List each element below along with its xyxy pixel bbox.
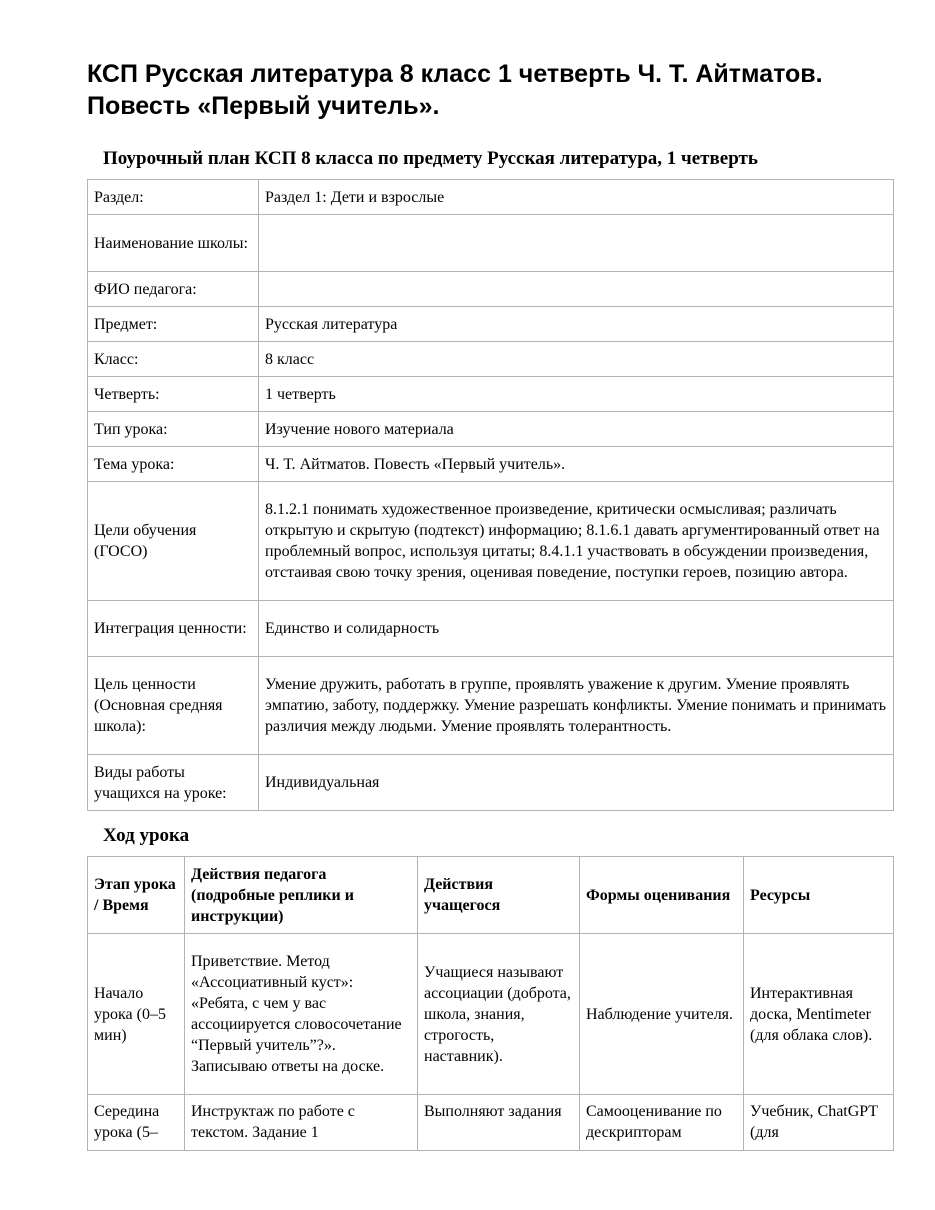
- teacher-actions-cell: Инструктаж по работе с текстом. Задание 1: [185, 1095, 418, 1151]
- info-value: 8.1.2.1 понимать художественное произведение, критически осмысливая; различать открытую и скрытую (подтекст) информацию; 8.1.6.1 давать аргументированный ответ на проблемный вопрос, используя цитаты; 8.4.1.1 участвовать в обсуждении произведения, отстаивая свою точку зрения, оценивая поведение, поступки героев, позицию автора.: [259, 482, 894, 601]
- student-actions-cell: Учащиеся называют ассоциации (доброта, школа, знания, строгость, наставник).: [418, 934, 580, 1095]
- lesson-flow-heading: Ход урока: [103, 825, 190, 846]
- info-row: [88, 342, 894, 377]
- info-label: Четверть:: [88, 377, 259, 412]
- info-value: Единство и солидарность: [259, 601, 894, 657]
- assessment-cell: Наблюдение учителя.: [580, 934, 744, 1095]
- info-row: [88, 601, 894, 657]
- column-header-teacher-actions: Действия педагога (подробные реплики и инструкции): [185, 857, 418, 934]
- info-row: [88, 307, 894, 342]
- student-actions-cell: Выполняют задания: [418, 1095, 580, 1151]
- info-value: Умение дружить, работать в группе, проявлять уважение к другим. Умение проявлять эмпатию, заботу, поддержку. Умение разрешать конфликты. Умение понимать и принимать различия между людьми. Умение проявлять толерантность.: [259, 657, 894, 755]
- assessment-cell: Самооценивание по дескрипторам: [580, 1095, 744, 1151]
- column-header-stage: Этап урока / Время: [88, 857, 185, 934]
- column-header-student-actions: Действия учащегося: [418, 857, 580, 934]
- info-value: 8 класс: [259, 342, 894, 377]
- info-row: [88, 180, 894, 215]
- plan-heading: Поурочный план КСП 8 класса по предмету Русская литература, 1 четверть: [103, 148, 758, 169]
- info-label: Цели обучения (ГОСО): [88, 482, 259, 601]
- info-value: Изучение нового материала: [259, 412, 894, 447]
- info-row: [88, 657, 894, 755]
- info-label: Предмет:: [88, 307, 259, 342]
- info-label: Наименование школы:: [88, 215, 259, 272]
- teacher-actions-cell: Приветствие. Метод «Ассоциативный куст»: «Ребята, с чем у вас ассоциируется словосочетание “Первый учитель”?». Записываю ответы на доске.: [185, 934, 418, 1095]
- info-value: [259, 272, 894, 307]
- document-title: КСП Русская литература 8 класс 1 четверть Ч. Т. Айтматов. Повесть «Первый учитель».: [87, 60, 823, 120]
- info-label: Тема урока:: [88, 447, 259, 482]
- table-row: [88, 934, 894, 1095]
- column-header-assessment: Формы оценивания: [580, 857, 744, 934]
- info-row: [88, 215, 894, 272]
- info-value: Ч. Т. Айтматов. Повесть «Первый учитель».: [259, 447, 894, 482]
- info-row: [88, 755, 894, 811]
- column-header-resources: Ресурсы: [744, 857, 894, 934]
- resources-cell: Учебник, ChatGPT (для: [744, 1095, 894, 1151]
- info-label: Виды работы учащихся на уроке:: [88, 755, 259, 811]
- info-value: 1 четверть: [259, 377, 894, 412]
- info-label: Класс:: [88, 342, 259, 377]
- info-row: [88, 447, 894, 482]
- info-label: Раздел:: [88, 180, 259, 215]
- stage-cell: Середина урока (5–: [88, 1095, 185, 1151]
- lesson-info-table: [87, 179, 894, 811]
- info-value: Русская литература: [259, 307, 894, 342]
- lesson-flow-table: [87, 856, 894, 1151]
- table-row: [88, 1095, 894, 1151]
- info-row: [88, 482, 894, 601]
- info-row: [88, 412, 894, 447]
- info-value: Раздел 1: Дети и взрослые: [259, 180, 894, 215]
- resources-cell: Интерактивная доска, Mentimeter (для облака слов).: [744, 934, 894, 1095]
- info-label: Тип урока:: [88, 412, 259, 447]
- info-row: [88, 377, 894, 412]
- info-label: Интеграция ценности:: [88, 601, 259, 657]
- stage-cell: Начало урока (0–5 мин): [88, 934, 185, 1095]
- info-label: Цель ценности (Основная средняя школа):: [88, 657, 259, 755]
- info-row: [88, 272, 894, 307]
- info-label: ФИО педагога:: [88, 272, 259, 307]
- info-value: [259, 215, 894, 272]
- flow-header-row: [88, 857, 894, 934]
- info-value: Индивидуальная: [259, 755, 894, 811]
